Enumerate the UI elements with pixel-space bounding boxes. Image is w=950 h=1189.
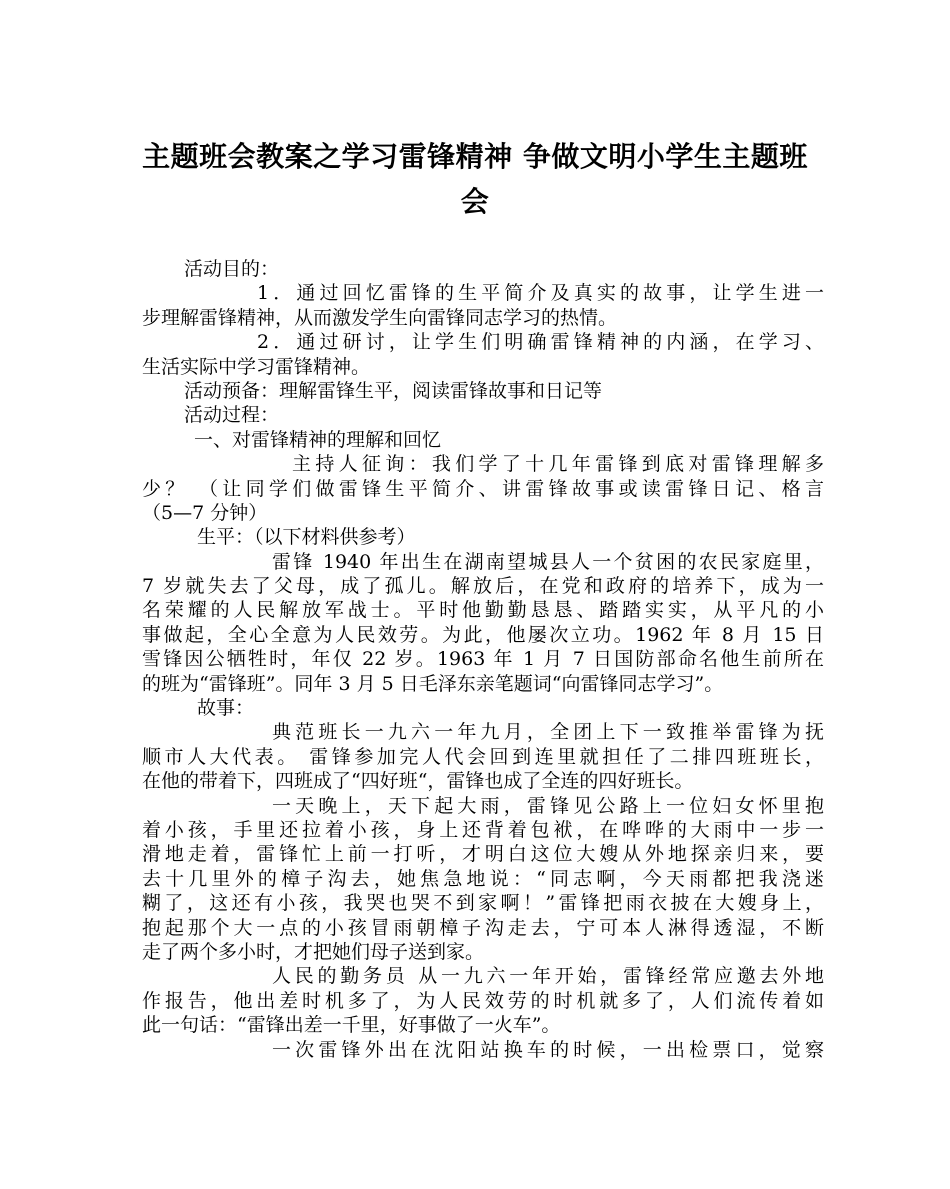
body-line: 步理解雷锋精神，从而激发学生向雷锋同志学习的热情。 (142, 306, 618, 329)
body-line: （5—7 分钟） (142, 501, 268, 524)
body-line: 人民的勤务员 从一九六一年开始，雷锋经常应邀去外地 (272, 965, 824, 988)
body-line: 滑地走着，雷锋忙上前一打听，才明白这位大嫂从外地探亲归来，要 (142, 843, 824, 866)
body-line: 主持人征询：我们学了十几年雷锋到底对雷锋理解多 (292, 453, 824, 476)
body-line: 一次雷锋外出在沈阳站换车的时候，一出检票口，觉察 (272, 1038, 824, 1061)
body-line: 少？ （让同学们做雷锋生平简介、讲雷锋故事或读雷锋日记、格言 (142, 477, 824, 500)
subsection-heading-stories: 故事： (197, 697, 255, 720)
body-line: 的班为“雷锋班”。同年 3 月 5 日毛泽东亲笔题词“向雷锋同志学习”。 (142, 672, 724, 695)
body-line: 糊了，这还有小孩，我哭也哭不到家啊！”雷锋把雨衣披在大嫂身上， (142, 892, 824, 915)
body-line: 事做起，全心全意为人民效劳。为此，他屡次立功。1962 年 8 月 15 日 (142, 623, 824, 646)
body-line: 雪锋因公牺牲时，年仅 22 岁。1963 年 1 月 7 日国防部命名他生前所在 (142, 648, 824, 671)
body-line: 去十几里外的樟子沟去，她焦急地说：“同志啊，今天雨都把我浇迷 (142, 867, 824, 890)
body-line: 生活实际中学习雷锋精神。 (142, 355, 371, 378)
subsection-heading: 一、对雷锋精神的理解和回忆 (194, 428, 442, 451)
body-line: 2．通过研讨，让学生们明确雷锋精神的内涵，在学习、 (257, 331, 824, 354)
body-line: 7 岁就失去了父母，成了孤儿。解放后，在党和政府的培养下，成为一 (142, 575, 824, 598)
body-line: 抱起那个大一点的小孩冒雨朝樟子沟走去，宁可本人淋得透湿，不断 (142, 916, 824, 939)
body-line: 走了两个多小时，才把她们母子送到家。 (142, 940, 485, 963)
body-line: 在他的带着下，四班成了“四好班“，雷锋也成了全连的四好班长。 (142, 770, 694, 793)
document-title: 主题班会教案之学习雷锋精神 争做文明小学生主题班 (142, 140, 808, 173)
body-line: 作报告，他出差时机多了，为人民效劳的时机就多了，人们流传着如 (142, 989, 824, 1012)
body-line: 名荣耀的人民解放军战士。平时他勤勤恳恳、踏踏实实，从平凡的小 (142, 599, 824, 622)
body-line: 一天晚上，天下起大雨，雷锋见公路上一位妇女怀里抱 (272, 794, 824, 817)
body-line: 雷锋 1940 年出生在湖南望城县人一个贫困的农民家庭里， (272, 550, 824, 573)
document-body (142, 257, 824, 1062)
section-heading-process: 活动过程： (184, 404, 280, 427)
subsection-heading-biography: 生平：（以下材料供参考） (197, 526, 416, 549)
body-line: 典范班长一九六一年九月，全团上下一致推举雷锋为抚 (272, 721, 824, 744)
body-line: 顺市人大代表。 雷锋参加完人代会回到连里就担任了二排四班班长， (142, 745, 824, 768)
body-line: 此一句话：“雷锋出差一千里，好事做了一火车”。 (142, 1014, 561, 1037)
section-heading-purpose: 活动目的： (184, 258, 280, 280)
body-line: 1．通过回忆雷锋的生平简介及真实的故事，让学生进一 (257, 282, 824, 305)
document-title-continued: 会 (460, 185, 490, 218)
body-line: 着小孩，手里还拉着小孩，身上还背着包袱，在哗哗的大雨中一步一 (142, 818, 824, 841)
section-heading-preparation: 活动预备：理解雷锋生平，阅读雷锋故事和日记等 (184, 379, 603, 402)
